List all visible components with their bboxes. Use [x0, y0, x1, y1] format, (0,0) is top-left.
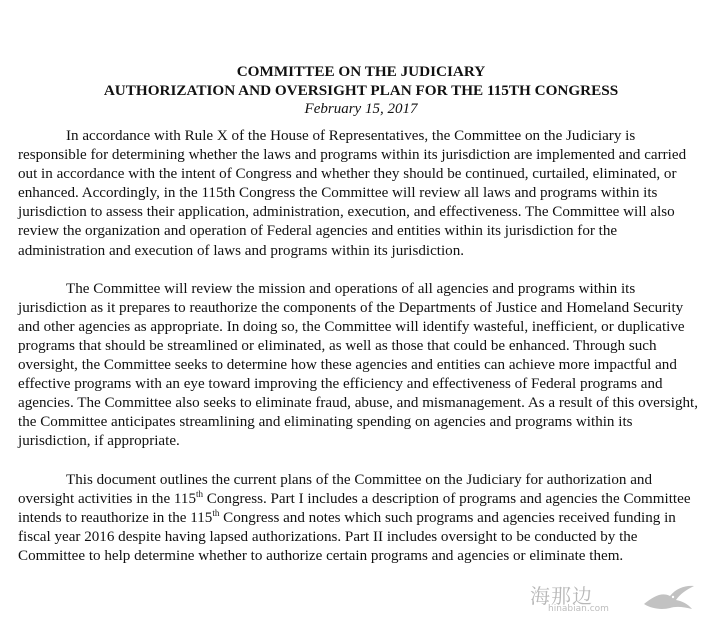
watermark-url: hinabian.com — [548, 604, 609, 614]
paragraph-2: The Committee will review the mission and operations of all agencies and programs within its jurisdiction as it prepares to reauthorize the components of the Departments of Justice and Homeland Security and other agencies as appropriate. In doing so, the Committee will identify wasteful, inefficient, or duplicative programs that should be streamlined or eliminated, as well as those that could be enhanced. Through such oversight, the Committee seeks to determine how these agencies and entities can achieve more impactful and effective programs with an eye toward improving the efficiency and effectiveness of Federal programs and agencies. The Committee also seeks to eliminate fraud, abuse, and mismanagement. As a result of this oversight, the Committee anticipates streamlining and eliminating spending on agencies and programs within its jurisdiction, if appropriate. — [18, 280, 699, 450]
paragraph-1: In accordance with Rule X of the House of Representatives, the Committee on the Judiciary is responsible for determining whether the laws and programs within its jurisdiction are implemented and carried out in accordance with the intent of Congress and whether they should be continued, curtailed, eliminated, or enhanced. Accordingly, in the 115th Congress the Committee will review all laws and programs within its jurisdiction to assess their application, administration, execution, and effectiveness. The Committee will also review the organization and operation of Federal agencies and entities within its jurisdiction for the administration and execution of laws and programs within its jurisdiction. — [18, 128, 687, 259]
paragraph-3-part-a: This document outlines the current plans of the Committee on the Judiciary for authorization and oversight activities in the 115 — [18, 471, 652, 507]
committee-heading: COMMITTEE ON THE JUDICIARY — [236, 63, 486, 80]
bird-icon — [640, 582, 696, 616]
ordinal-suffix-a: th — [196, 488, 204, 499]
watermark — [530, 580, 700, 620]
watermark-logo-text: 海那边 — [530, 584, 593, 608]
plan-title: AUTHORIZATION AND OVERSIGHT PLAN FOR THE 115TH CONGRESS — [103, 82, 619, 99]
document-date: February 15, 2017 — [304, 101, 418, 117]
paragraph-3-part-c: Congress and notes which such programs and agencies received funding in fiscal year 2016 despite having lapsed authorizations. Part II includes oversight to be conducted by the Committee to help determine whether to authorize certain programs and agencies or eliminate them. — [18, 509, 676, 564]
document-page — [18, 62, 704, 566]
paragraph-3 — [18, 471, 704, 566]
paragraph-3-part-b: Congress. Part I includes a description of programs and agencies the Committee intends to reauthorize in the 115 — [18, 490, 691, 526]
ordinal-suffix-b: th — [212, 507, 220, 518]
